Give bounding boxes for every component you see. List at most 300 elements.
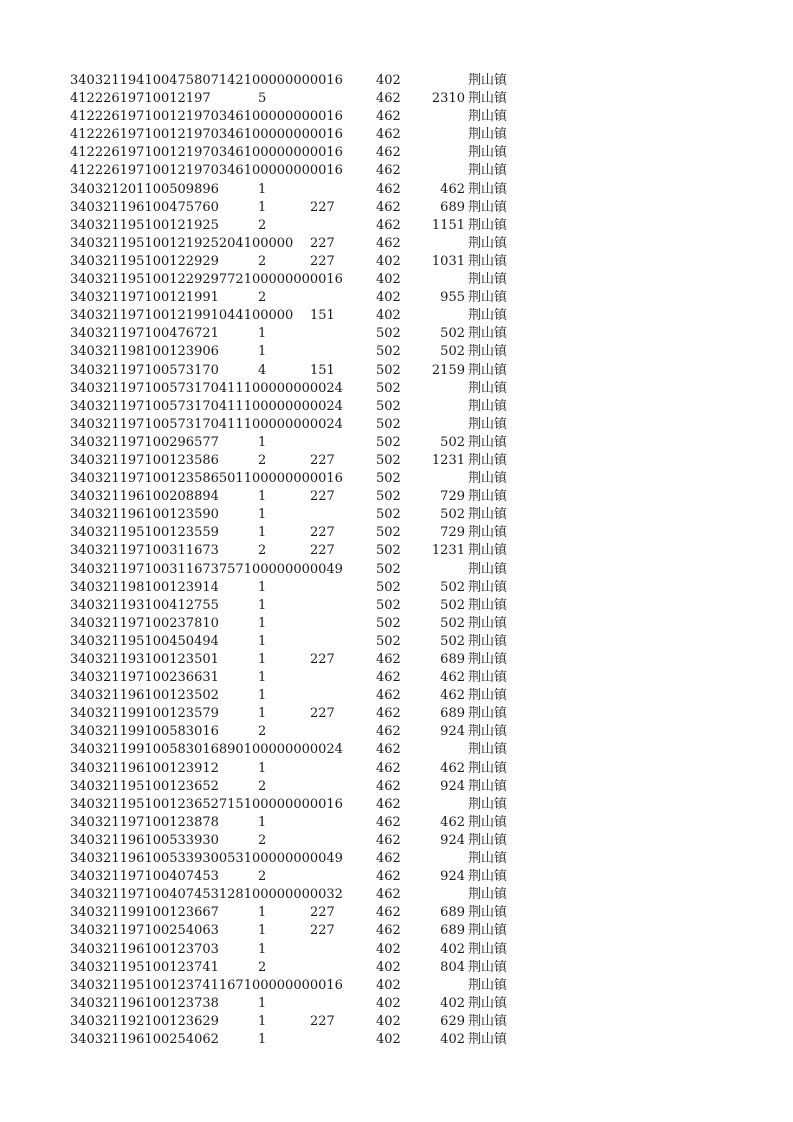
town-name-cell: 荆山镇 [468, 561, 508, 577]
table-row [0, 542, 793, 560]
additional-amount-cell [310, 886, 350, 904]
total-amount-cell: 1151 [431, 217, 465, 233]
table-row [0, 253, 793, 271]
additional-amount-cell: 227 [310, 1013, 335, 1029]
total-amount-cell [418, 108, 465, 126]
town-name-cell: 荆山镇 [468, 814, 508, 830]
household-count-cell: 2 [258, 869, 267, 885]
id-number-cell: 340321196100533930053100000000049 [70, 851, 343, 867]
id-number-cell: 412226197100121970346100000000016 [70, 163, 343, 179]
id-number-cell: 340321199100583016 [70, 724, 219, 740]
additional-amount-cell [310, 380, 350, 398]
total-amount-cell [418, 796, 465, 814]
household-count-cell: 1 [258, 579, 267, 595]
household-count-cell: 2 [258, 832, 267, 848]
town-name-cell: 荆山镇 [468, 290, 508, 306]
table-row [0, 959, 793, 977]
table-row [0, 669, 793, 687]
additional-amount-cell [310, 579, 350, 597]
household-count-cell: 1 [258, 1013, 267, 1029]
additional-amount-cell: 227 [310, 253, 335, 269]
town-name-cell: 荆山镇 [468, 326, 508, 342]
total-amount-cell [418, 271, 465, 289]
town-name-cell: 荆山镇 [468, 543, 508, 559]
base-amount-cell: 502 [376, 597, 401, 613]
household-count-cell: 1 [258, 905, 267, 921]
table-row [0, 741, 793, 759]
town-name-cell: 荆山镇 [468, 308, 508, 324]
town-name-cell: 荆山镇 [468, 941, 508, 957]
base-amount-cell: 462 [376, 688, 401, 704]
household-count-cell: 1 [258, 941, 267, 957]
additional-amount-cell: 227 [310, 199, 335, 215]
household-count-cell [258, 72, 288, 90]
id-number-cell: 340321197100123586501100000000016 [70, 471, 343, 487]
additional-amount-cell [310, 398, 350, 416]
base-amount-cell: 462 [376, 235, 401, 251]
id-number-cell: 340321197100573170411100000000024 [70, 416, 343, 432]
household-count-cell: 2 [258, 543, 267, 559]
table-row [0, 579, 793, 597]
base-amount-cell: 462 [376, 109, 401, 125]
base-amount-cell: 502 [376, 633, 401, 649]
additional-amount-cell [310, 561, 350, 579]
total-amount-cell: 689 [440, 652, 465, 667]
table-row [0, 307, 793, 325]
household-count-cell [258, 108, 288, 126]
household-count-cell: 2 [258, 290, 267, 306]
table-row [0, 868, 793, 886]
base-amount-cell: 462 [376, 760, 401, 776]
table-row [0, 561, 793, 579]
additional-amount-cell [310, 1031, 350, 1049]
additional-amount-cell [310, 741, 350, 759]
base-amount-cell: 462 [376, 724, 401, 740]
table-row [0, 886, 793, 904]
base-amount-cell: 462 [376, 706, 401, 722]
household-count-cell [258, 307, 288, 325]
table-row [0, 904, 793, 922]
table-row [0, 1031, 793, 1049]
base-amount-cell: 502 [376, 416, 401, 432]
total-amount-cell: 502 [440, 344, 465, 360]
total-amount-cell: 689 [440, 199, 465, 215]
id-number-cell: 340321199100123667 [70, 905, 219, 921]
town-name-cell: 荆山镇 [468, 507, 508, 523]
id-number-cell: 340321196100533930 [70, 832, 219, 848]
additional-amount-cell [310, 217, 350, 235]
base-amount-cell: 502 [376, 452, 401, 468]
town-name-cell: 荆山镇 [468, 489, 508, 505]
household-count-cell [258, 380, 288, 398]
table-row [0, 760, 793, 778]
household-count-cell: 1 [258, 706, 267, 722]
table-row [0, 850, 793, 868]
additional-amount-cell [310, 977, 350, 995]
additional-amount-cell [310, 941, 350, 959]
town-name-cell: 荆山镇 [468, 127, 508, 143]
town-name-cell: 荆山镇 [468, 1031, 508, 1047]
id-number-cell: 340321198100123914 [70, 579, 219, 595]
total-amount-cell [418, 416, 465, 434]
additional-amount-cell: 151 [310, 362, 335, 378]
additional-amount-cell [310, 434, 350, 452]
base-amount-cell: 462 [376, 670, 401, 686]
additional-amount-cell [310, 723, 350, 741]
table-row [0, 524, 793, 542]
total-amount-cell [418, 470, 465, 488]
total-amount-cell [418, 380, 465, 398]
household-count-cell [258, 235, 288, 253]
id-number-cell: 340321199100583016890100000000024 [70, 742, 343, 758]
additional-amount-cell: 227 [310, 706, 335, 722]
base-amount-cell: 462 [376, 199, 401, 215]
household-count-cell: 1 [258, 1031, 267, 1047]
town-name-cell: 荆山镇 [468, 887, 508, 903]
household-count-cell: 1 [258, 615, 267, 631]
town-name-cell: 荆山镇 [468, 145, 508, 161]
household-count-cell: 1 [258, 923, 267, 939]
town-name-cell: 荆山镇 [468, 579, 508, 595]
household-count-cell: 1 [258, 344, 267, 360]
id-number-cell: 340321197100311673 [70, 543, 219, 559]
base-amount-cell: 402 [376, 959, 401, 975]
total-amount-cell [418, 886, 465, 904]
table-row [0, 796, 793, 814]
total-amount-cell: 462 [440, 688, 465, 704]
town-name-cell: 荆山镇 [468, 109, 508, 125]
total-amount-cell: 502 [440, 434, 465, 450]
id-number-cell: 340321197100311673757100000000049 [70, 561, 343, 577]
additional-amount-cell [310, 289, 350, 307]
base-amount-cell: 462 [376, 742, 401, 758]
table-row [0, 723, 793, 741]
base-amount-cell: 462 [376, 887, 401, 903]
household-count-cell [258, 162, 288, 180]
town-name-cell: 荆山镇 [468, 923, 508, 939]
household-count-cell: 1 [258, 688, 267, 704]
household-count-cell: 1 [258, 326, 267, 342]
town-name-cell: 荆山镇 [468, 706, 508, 722]
base-amount-cell: 402 [376, 977, 401, 993]
household-count-cell [258, 741, 288, 759]
town-name-cell: 荆山镇 [468, 199, 508, 215]
base-amount-cell: 462 [376, 905, 401, 921]
town-name-cell: 荆山镇 [468, 73, 508, 88]
town-name-cell: 荆山镇 [468, 688, 508, 704]
town-name-cell: 荆山镇 [468, 525, 508, 541]
total-amount-cell: 502 [440, 507, 465, 523]
base-amount-cell: 462 [376, 181, 401, 197]
additional-amount-cell [310, 144, 350, 162]
table-row [0, 506, 793, 524]
base-amount-cell: 462 [376, 652, 401, 667]
additional-amount-cell [310, 778, 350, 796]
household-count-cell: 1 [258, 507, 267, 523]
town-name-cell: 荆山镇 [468, 163, 508, 179]
household-count-cell: 4 [258, 362, 267, 378]
household-count-cell: 1 [258, 434, 267, 450]
id-number-cell: 340321197100573170411100000000024 [70, 398, 343, 414]
household-count-cell [258, 977, 288, 995]
total-amount-cell: 629 [440, 1013, 465, 1029]
base-amount-cell: 462 [376, 127, 401, 143]
town-name-cell: 荆山镇 [468, 977, 508, 993]
additional-amount-cell: 227 [310, 652, 335, 667]
additional-amount-cell: 227 [310, 525, 335, 541]
town-name-cell: 荆山镇 [468, 869, 508, 885]
additional-amount-cell [310, 181, 350, 199]
total-amount-cell: 1231 [431, 543, 465, 559]
additional-amount-cell [310, 669, 350, 687]
id-number-cell: 340321197100573170 [70, 362, 219, 378]
total-amount-cell: 502 [440, 326, 465, 342]
id-number-cell: 340321201100509896 [70, 181, 219, 197]
household-count-cell: 2 [258, 778, 267, 794]
table-row [0, 488, 793, 506]
additional-amount-cell [310, 796, 350, 814]
household-count-cell: 1 [258, 652, 267, 667]
town-name-cell: 荆山镇 [468, 597, 508, 613]
additional-amount-cell: 227 [310, 452, 335, 468]
household-count-cell [258, 886, 288, 904]
id-number-cell: 340321194100475807142100000000016 [70, 73, 343, 88]
id-number-cell: 412226197100121970346100000000016 [70, 145, 343, 161]
town-name-cell: 荆山镇 [468, 91, 508, 107]
household-count-cell: 1 [258, 199, 267, 215]
town-name-cell: 荆山镇 [468, 959, 508, 975]
additional-amount-cell [310, 633, 350, 651]
town-name-cell: 荆山镇 [468, 633, 508, 649]
household-count-cell: 1 [258, 670, 267, 686]
additional-amount-cell [310, 868, 350, 886]
town-name-cell: 荆山镇 [468, 434, 508, 450]
town-name-cell: 荆山镇 [468, 471, 508, 487]
additional-amount-cell [310, 72, 350, 90]
additional-amount-cell [310, 506, 350, 524]
table-row [0, 778, 793, 796]
table-row [0, 651, 793, 669]
additional-amount-cell [310, 814, 350, 832]
base-amount-cell: 402 [376, 995, 401, 1011]
town-name-cell: 荆山镇 [468, 416, 508, 432]
id-number-cell: 340321199100123579 [70, 706, 219, 722]
id-number-cell: 340321197100236631 [70, 670, 219, 686]
base-amount-cell: 502 [376, 543, 401, 559]
spreadsheet-sheet [0, 72, 793, 1049]
total-amount-cell: 502 [440, 633, 465, 649]
town-name-cell: 荆山镇 [468, 452, 508, 468]
id-number-cell: 340321197100121991044100000 [70, 308, 294, 324]
base-amount-cell: 462 [376, 869, 401, 885]
base-amount-cell: 502 [376, 525, 401, 541]
table-row [0, 343, 793, 361]
table-row [0, 814, 793, 832]
id-number-cell: 340321197100407453128100000000032 [70, 887, 343, 903]
id-number-cell: 340321197100237810 [70, 615, 219, 631]
additional-amount-cell [310, 832, 350, 850]
id-number-cell: 340321195100122929772100000000016 [70, 272, 343, 288]
id-number-cell: 340321197100407453 [70, 869, 219, 885]
id-number-cell: 412226197100121970346100000000016 [70, 127, 343, 143]
table-row [0, 162, 793, 180]
household-count-cell [258, 850, 288, 868]
household-count-cell: 1 [258, 489, 267, 505]
table-row [0, 941, 793, 959]
base-amount-cell: 502 [376, 489, 401, 505]
town-name-cell: 荆山镇 [468, 760, 508, 776]
total-amount-cell: 924 [440, 832, 465, 848]
additional-amount-cell: 151 [310, 308, 335, 324]
base-amount-cell: 402 [376, 941, 401, 957]
id-number-cell: 340321195100123652715100000000016 [70, 796, 343, 812]
town-name-cell: 荆山镇 [468, 272, 508, 288]
additional-amount-cell [310, 760, 350, 778]
table-row [0, 362, 793, 380]
total-amount-cell: 689 [440, 706, 465, 722]
total-amount-cell: 729 [440, 489, 465, 505]
table-row [0, 90, 793, 108]
household-count-cell: 2 [258, 959, 267, 975]
additional-amount-cell: 227 [310, 543, 335, 559]
base-amount-cell: 502 [376, 615, 401, 631]
table-row [0, 416, 793, 434]
additional-amount-cell [310, 343, 350, 361]
town-name-cell: 荆山镇 [468, 253, 508, 269]
id-number-cell: 340321196100123703 [70, 941, 219, 957]
additional-amount-cell [310, 615, 350, 633]
table-row [0, 995, 793, 1013]
town-name-cell: 荆山镇 [468, 1013, 508, 1029]
base-amount-cell: 402 [376, 272, 401, 288]
id-number-cell: 340321195100450494 [70, 633, 219, 649]
table-row [0, 398, 793, 416]
id-number-cell: 340321195100123652 [70, 778, 219, 794]
total-amount-cell: 402 [440, 995, 465, 1011]
household-count-cell [258, 561, 288, 579]
total-amount-cell [418, 398, 465, 416]
base-amount-cell: 462 [376, 163, 401, 179]
base-amount-cell: 402 [376, 1013, 401, 1029]
additional-amount-cell [310, 162, 350, 180]
town-name-cell: 荆山镇 [468, 398, 508, 414]
town-name-cell: 荆山镇 [468, 344, 508, 360]
id-number-cell: 340321197100476721 [70, 326, 219, 342]
total-amount-cell: 729 [440, 525, 465, 541]
id-number-cell: 340321195100121925 [70, 217, 219, 233]
base-amount-cell: 502 [376, 380, 401, 396]
total-amount-cell: 502 [440, 615, 465, 631]
id-number-cell: 340321196100475760 [70, 199, 219, 215]
town-name-cell: 荆山镇 [468, 652, 508, 667]
total-amount-cell: 689 [440, 905, 465, 921]
household-count-cell: 5 [258, 91, 267, 107]
town-name-cell: 荆山镇 [468, 235, 508, 251]
total-amount-cell: 462 [440, 760, 465, 776]
table-row [0, 687, 793, 705]
table-row [0, 452, 793, 470]
town-name-cell: 荆山镇 [468, 380, 508, 396]
base-amount-cell: 462 [376, 814, 401, 830]
total-amount-cell: 402 [440, 941, 465, 957]
total-amount-cell: 502 [440, 579, 465, 595]
id-number-cell: 340321196100123912 [70, 760, 219, 776]
base-amount-cell: 462 [376, 851, 401, 867]
table-row [0, 126, 793, 144]
household-count-cell: 1 [258, 995, 267, 1011]
base-amount-cell: 502 [376, 344, 401, 360]
total-amount-cell: 462 [440, 670, 465, 686]
total-amount-cell: 955 [440, 290, 465, 306]
household-count-cell: 2 [258, 217, 267, 233]
town-name-cell: 荆山镇 [468, 778, 508, 794]
base-amount-cell: 462 [376, 778, 401, 794]
additional-amount-cell: 227 [310, 905, 335, 921]
town-name-cell: 荆山镇 [468, 905, 508, 921]
additional-amount-cell [310, 90, 350, 108]
town-name-cell: 荆山镇 [468, 362, 508, 378]
total-amount-cell [418, 741, 465, 759]
id-number-cell: 340321197100296577 [70, 434, 219, 450]
additional-amount-cell: 227 [310, 489, 335, 505]
total-amount-cell: 2159 [431, 362, 465, 378]
household-count-cell [258, 271, 288, 289]
table-row [0, 380, 793, 398]
household-count-cell [258, 398, 288, 416]
base-amount-cell: 502 [376, 434, 401, 450]
table-row [0, 633, 793, 651]
id-number-cell: 340321193100123501 [70, 652, 219, 667]
table-row [0, 199, 793, 217]
total-amount-cell: 462 [440, 181, 465, 197]
total-amount-cell: 689 [440, 923, 465, 939]
id-number-cell: 340321196100123738 [70, 995, 219, 1011]
id-number-cell: 340321192100123629 [70, 1013, 219, 1029]
id-number-cell: 340321196100123502 [70, 688, 219, 704]
total-amount-cell [418, 561, 465, 579]
total-amount-cell [418, 126, 465, 144]
id-number-cell: 340321195100123741 [70, 959, 219, 975]
additional-amount-cell [310, 325, 350, 343]
base-amount-cell: 502 [376, 326, 401, 342]
town-name-cell: 荆山镇 [468, 796, 508, 812]
table-row [0, 72, 793, 90]
id-number-cell: 340321193100412755 [70, 597, 219, 613]
town-name-cell: 荆山镇 [468, 670, 508, 686]
additional-amount-cell [310, 959, 350, 977]
base-amount-cell: 462 [376, 217, 401, 233]
table-row [0, 977, 793, 995]
household-count-cell: 1 [258, 760, 267, 776]
table-row [0, 235, 793, 253]
town-name-cell: 荆山镇 [468, 995, 508, 1011]
table-row [0, 832, 793, 850]
table-row [0, 217, 793, 235]
base-amount-cell: 402 [376, 1031, 401, 1047]
table-row [0, 289, 793, 307]
total-amount-cell [418, 235, 465, 253]
total-amount-cell: 402 [440, 1031, 465, 1047]
town-name-cell: 荆山镇 [468, 851, 508, 867]
table-row [0, 271, 793, 289]
base-amount-cell: 502 [376, 561, 401, 577]
id-number-cell: 340321196100254062 [70, 1031, 219, 1047]
household-count-cell [258, 144, 288, 162]
base-amount-cell: 402 [376, 308, 401, 324]
id-number-cell: 340321197100123586 [70, 452, 219, 468]
additional-amount-cell [310, 850, 350, 868]
additional-amount-cell [310, 597, 350, 615]
